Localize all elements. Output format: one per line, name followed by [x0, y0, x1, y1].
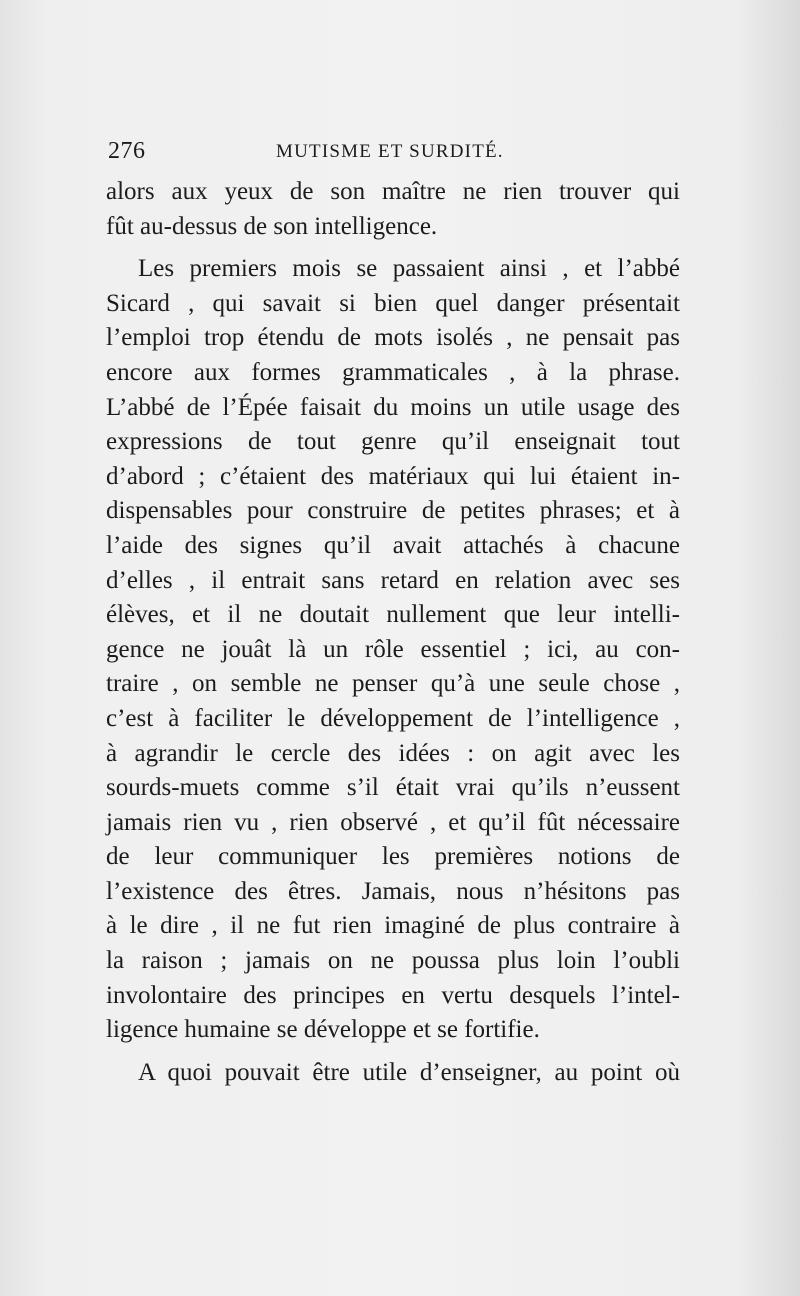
page-number: 276	[108, 138, 146, 164]
text-line: à agrandir le cercle des idées : on agit avec les	[106, 739, 680, 767]
text-line: l’emploi trop étendu de mots isolés , ne pensait pas	[106, 324, 680, 352]
text-line: l’existence des êtres. Jamais, nous n’hésitons pas	[106, 877, 680, 905]
text-line: d’elles , il entrait sans retard en relation avec ses	[106, 566, 680, 594]
text-line: traire , on semble ne penser qu’à une seule chose ,	[106, 670, 680, 698]
paragraph	[106, 1056, 680, 1091]
text-line: jamais rien vu , rien observé , et qu’il fût nécessaire	[106, 808, 680, 836]
text-line: Les premiers mois se passaient ainsi , et l’abbé	[138, 255, 680, 283]
body-text	[106, 175, 680, 1090]
text-line: L’abbé de l’Épée faisait du moins un utile usage des	[106, 393, 680, 421]
text-line: involontaire des principes en vertu desquels l’intel-	[106, 981, 680, 1009]
text-line: fût au-dessus de son intelligence.	[106, 212, 438, 240]
paragraph	[106, 175, 680, 244]
running-title: MUTISME ET SURDITÉ.	[276, 141, 504, 162]
text-line: de leur communiquer les premières notions de	[106, 843, 680, 871]
text-line: l’aide des signes qu’il avait attachés à chacune	[106, 531, 680, 559]
text-line: élèves, et il ne doutait nullement que leur intelli-	[106, 601, 680, 629]
text-line: gence ne jouât là un rôle essentiel ; ici, au con-	[106, 635, 680, 663]
text-line: sourds-muets comme s’il était vrai qu’ils n’eussent	[106, 774, 680, 802]
text-line: c’est à faciliter le développement de l’intelligence ,	[106, 704, 680, 732]
text-line: dispensables pour construire de petites phrases; et à	[106, 497, 680, 525]
page-header	[108, 138, 680, 174]
text-line: d’abord ; c’étaient des matériaux qui lui étaient in-	[106, 462, 680, 490]
text-line: à le dire , il ne fut rien imaginé de plus contraire à	[106, 912, 680, 940]
text-line: la raison ; jamais on ne poussa plus loin l’oubli	[106, 947, 680, 975]
text-line: A quoi pouvait être utile d’enseigner, au point où	[138, 1058, 680, 1086]
text-line: alors aux yeux de son maître ne rien trouver qui	[106, 178, 680, 205]
text-line: Sicard , qui savait si bien quel danger présentait	[106, 289, 680, 317]
text-line: encore aux formes grammaticales , à la phrase.	[106, 358, 680, 386]
paragraph	[106, 252, 680, 1048]
text-line: ligence humaine se développe et se fortifie.	[106, 1016, 540, 1044]
text-line: expressions de tout genre qu’il enseignait tout	[106, 428, 680, 456]
